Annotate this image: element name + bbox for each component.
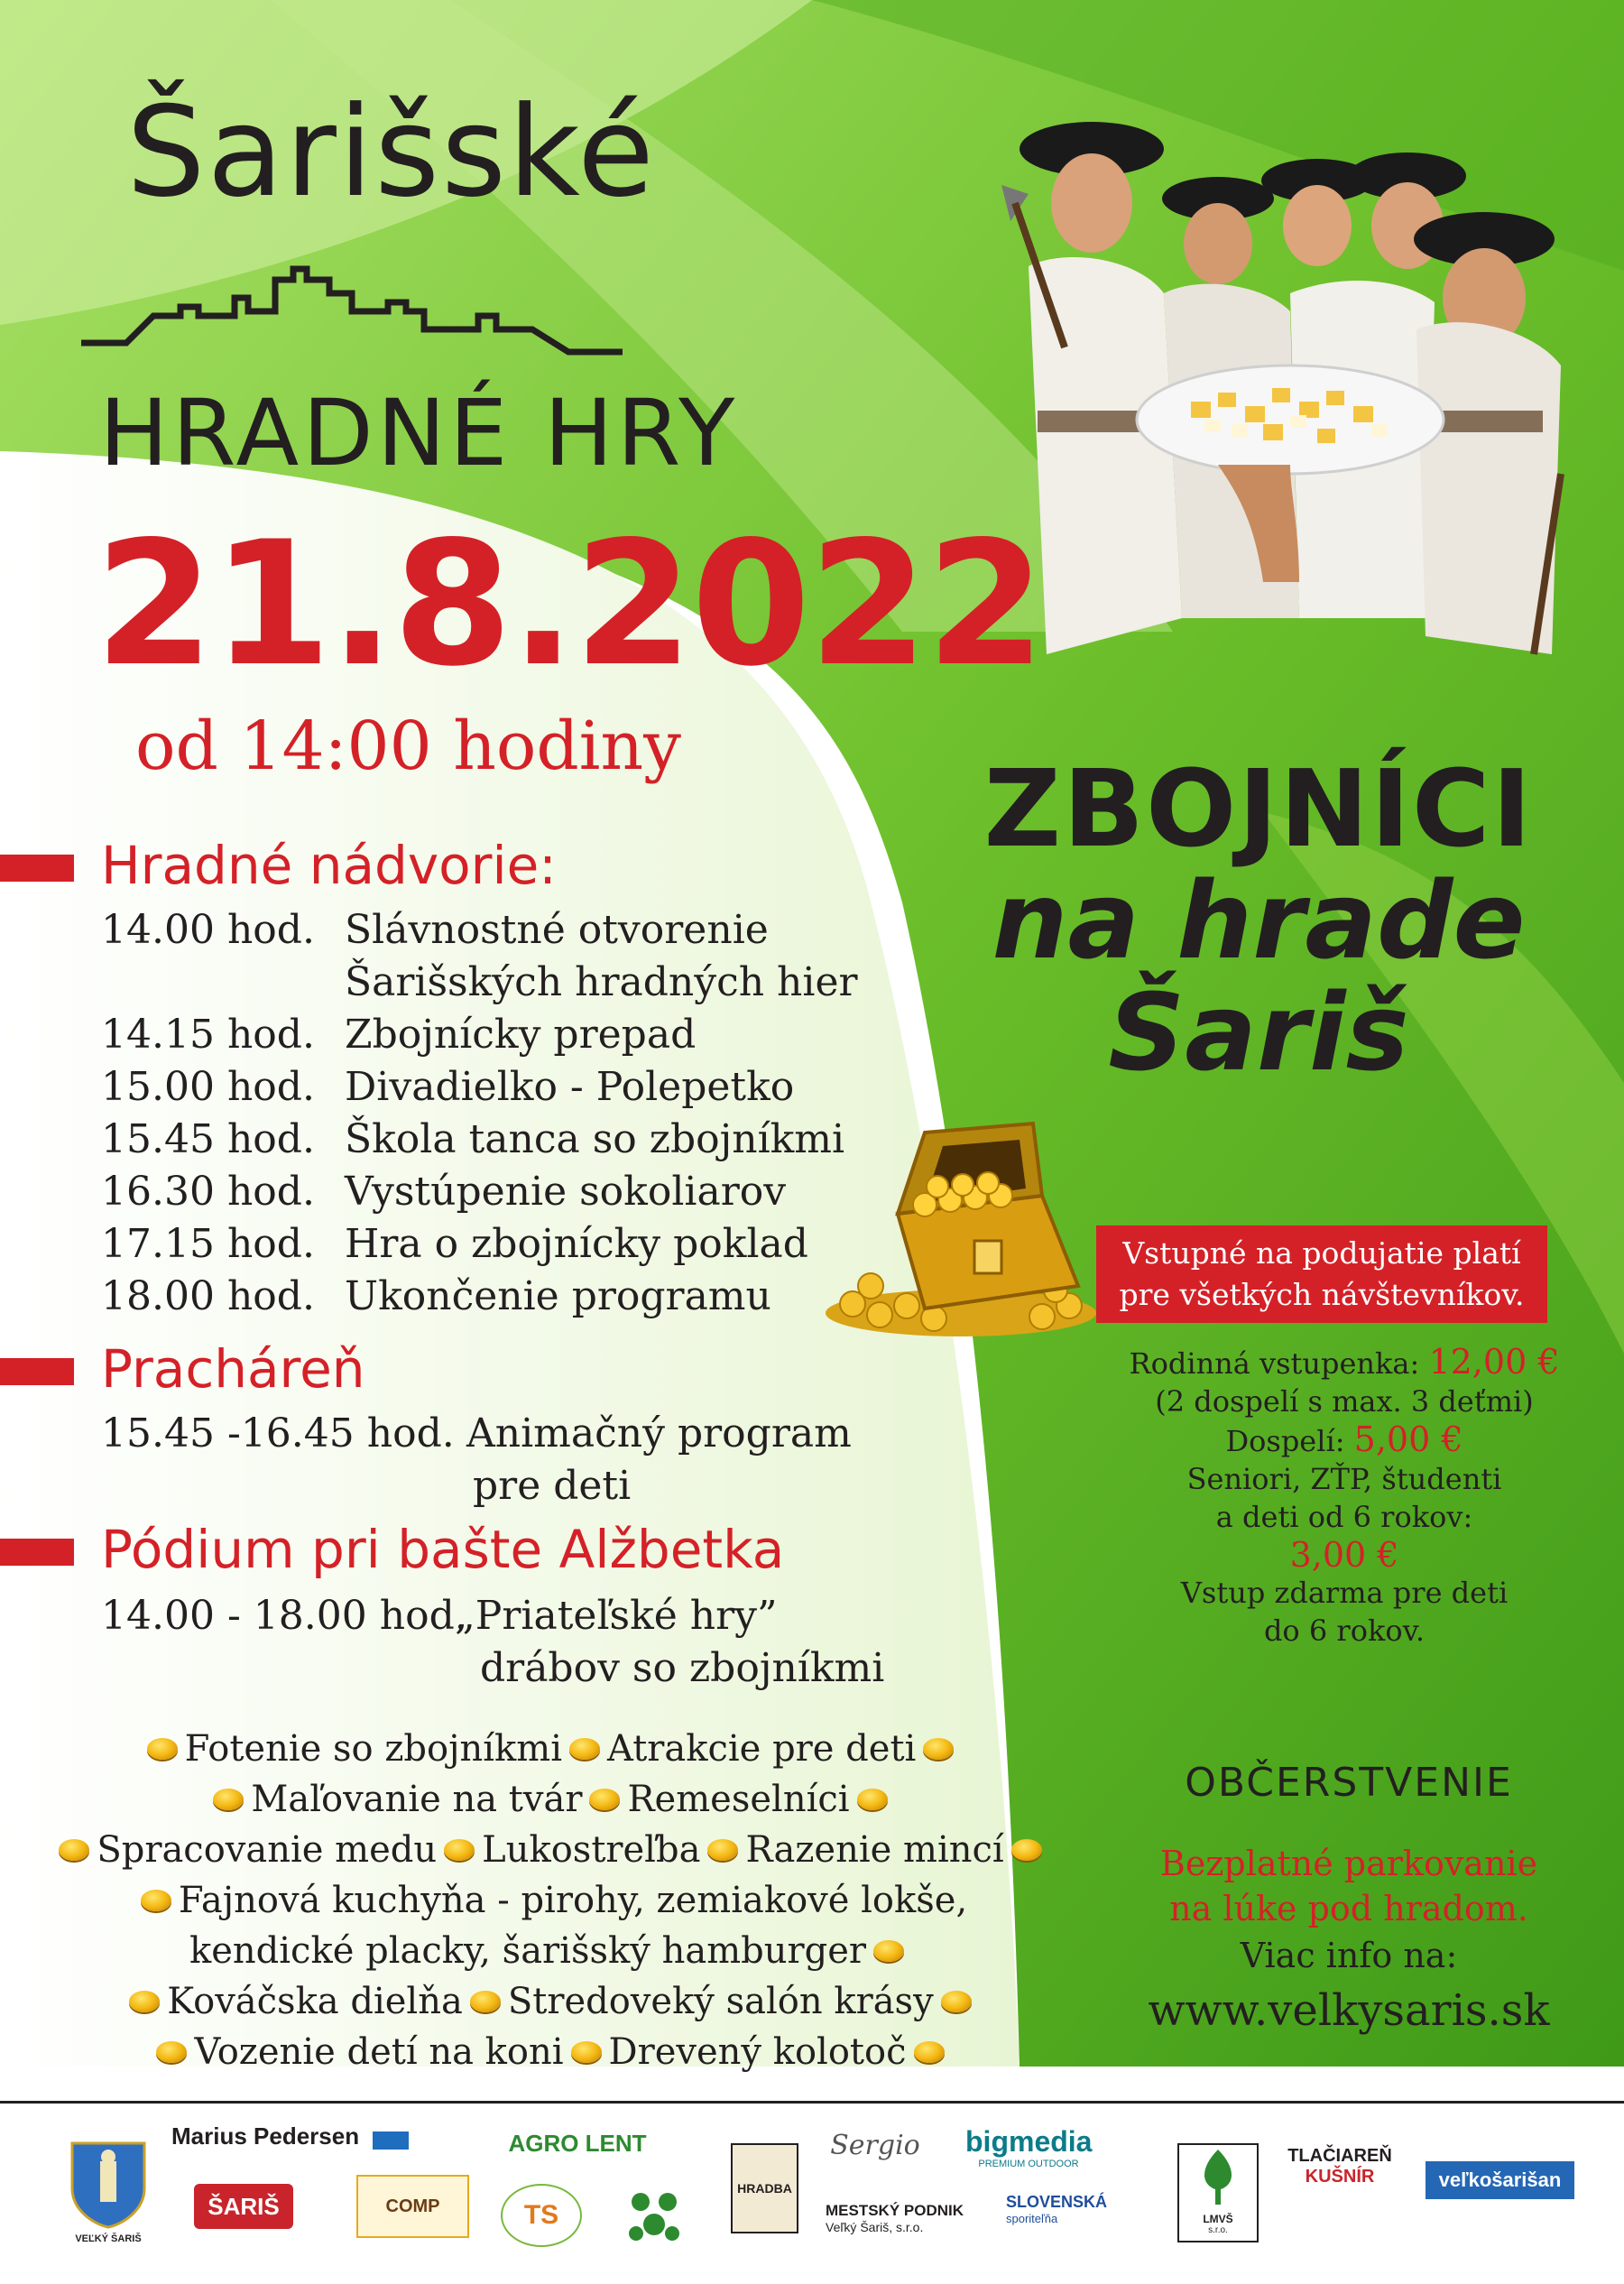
- coin-icon: [129, 1991, 160, 2012]
- activity-item: kendické placky, šarišský hamburger: [189, 1930, 867, 1972]
- coin-icon: [141, 1890, 171, 1911]
- sponsor-kusnir: [1281, 2146, 1398, 2187]
- coin-icon: [923, 1738, 954, 1760]
- coin-icon: [571, 2041, 602, 2063]
- activities-line: [36, 1774, 1065, 1825]
- program-desc: Hra o zbojnícky poklad: [345, 1221, 808, 1267]
- program-desc: Zbojnícky prepad: [345, 1012, 697, 1058]
- sponsor-hradba-text: HRADBA: [737, 2181, 792, 2196]
- adult-price: 5,00 €: [1353, 1419, 1463, 1459]
- coat-of-arms-icon: [68, 2139, 149, 2229]
- sponsor-bigmedia: [965, 2125, 1092, 2169]
- activity-item: Spracovanie medu: [97, 1829, 438, 1871]
- price-list: [1110, 1343, 1579, 1650]
- sponsor-velkosarisan-text: veľkošarišan: [1438, 2168, 1562, 2191]
- activity-item: Lukostreľba: [482, 1829, 701, 1871]
- coin-icon: [857, 1789, 888, 1810]
- sponsor-slovenska-text: SLOVENSKÁ: [1006, 2193, 1108, 2211]
- coin-icon: [156, 2041, 187, 2063]
- sponsor-mestsky-podnik-line1: MESTSKÝ PODNIK: [826, 2202, 964, 2219]
- program-desc: drábov so zbojníkmi: [480, 1645, 885, 1691]
- coin-icon: [147, 1738, 178, 1760]
- coin-icon: [589, 1789, 620, 1810]
- title-line2: HRADNÉ HRY: [99, 380, 739, 487]
- activities-line: [36, 1724, 1065, 1774]
- website-link[interactable]: www.velkysaris.sk: [1148, 1985, 1550, 2036]
- program-time: 15.00 hod.: [101, 1064, 315, 1110]
- sponsor-agrolent: [496, 2130, 659, 2158]
- parking-line1: Bezplatné parkovanie: [1159, 1844, 1538, 1883]
- sponsor-hradba: [731, 2143, 798, 2233]
- program-time: 14.15 hod.: [101, 1012, 315, 1058]
- sponsor-ts-text: TS: [523, 2200, 559, 2230]
- reduced-line2: a deti od 6 rokov:: [1215, 1500, 1473, 1534]
- activity-item: Kováčska dielňa: [167, 1981, 463, 2022]
- activities-line: [36, 1875, 1065, 1926]
- headline: [911, 746, 1606, 1095]
- headline-line2: na hrade: [992, 857, 1526, 983]
- reduced-price: 3,00 €: [1289, 1535, 1399, 1575]
- program-time: 15.45 hod.: [101, 1116, 315, 1162]
- activity-item: Atrakcie pre deti: [607, 1728, 917, 1770]
- sponsor-sergio: [826, 2130, 925, 2161]
- coin-icon: [213, 1789, 244, 1810]
- adult-label: Dospelí:: [1225, 1424, 1345, 1458]
- activity-item: Remeselníci: [627, 1779, 850, 1820]
- family-price: 12,00 €: [1428, 1342, 1560, 1382]
- sponsor-slovenska: [1006, 2193, 1137, 2225]
- activities-line: [36, 1926, 1065, 1976]
- parking-info: [1110, 1841, 1588, 1931]
- activity-item: Stredoveký salón krásy: [507, 1981, 934, 2022]
- coin-icon: [470, 1991, 501, 2012]
- program-desc: Slávnostné otvorenie: [345, 907, 769, 953]
- program-desc: Ukončenie programu: [345, 1273, 771, 1319]
- reduced-line1: Seniori, ZŤP, študenti: [1186, 1462, 1502, 1496]
- sponsor-velky-saris: [63, 2139, 153, 2244]
- activity-item: Fotenie so zbojníkmi: [184, 1728, 563, 1770]
- sponsor-lmvs-sub: s.r.o.: [1208, 2225, 1228, 2235]
- headline-line3: Šariš: [1108, 969, 1409, 1095]
- family-note: (2 dospelí s max. 3 deťmi): [1155, 1384, 1534, 1419]
- coin-icon: [707, 1839, 738, 1861]
- sponsor-kusnir-text: KUŠNÍR: [1305, 2167, 1375, 2187]
- sponsor-saris: [194, 2184, 293, 2229]
- castle-outline-icon: [81, 262, 623, 361]
- marius-flag-icon: [373, 2131, 409, 2150]
- section-title-podium: Pódium pri bašte Alžbetka: [101, 1519, 785, 1580]
- sponsor-comp: [356, 2175, 469, 2238]
- more-info-label: Viac info na:: [1240, 1936, 1458, 1975]
- program-desc: Šarišských hradných hier: [345, 959, 858, 1005]
- section-marker: [0, 1358, 74, 1385]
- sponsor-mestsky-podnik: [826, 2202, 979, 2234]
- section-marker: [0, 1539, 74, 1566]
- activities-line: [36, 1825, 1065, 1875]
- sponsor-bigmedia-text: bigmedia: [965, 2125, 1093, 2158]
- program-time: 15.45 -16.45 hod.: [101, 1410, 455, 1456]
- sponsor-velkosarisan: [1426, 2161, 1574, 2199]
- program-time: 17.15 hod.: [101, 1221, 315, 1267]
- coin-icon: [914, 2041, 945, 2063]
- program-time: 14.00 hod.: [101, 907, 315, 953]
- event-time: od 14:00 hodiny: [135, 707, 681, 785]
- activities-line: [36, 1976, 1065, 2027]
- sponsor-bigmedia-sub: PREMIUM OUTDOOR: [978, 2159, 1079, 2169]
- sponsor-sergio-text: Sergio: [830, 2130, 920, 2161]
- section-title-courtyard: Hradné nádvorie:: [101, 835, 557, 896]
- program-time: 14.00 - 18.00 hod.: [101, 1593, 467, 1639]
- program-desc: pre deti: [473, 1463, 632, 1509]
- sponsor-mestsky-podnik-line2: Veľký Šariš, s.r.o.: [826, 2220, 924, 2234]
- sponsor-lmvs-text: LMVŠ: [1203, 2213, 1233, 2225]
- coin-icon: [873, 1940, 904, 1962]
- coin-icon: [941, 1991, 972, 2012]
- parking-line2: na lúke pod hradom.: [1169, 1889, 1528, 1928]
- free-line1: Vstup zdarma pre deti: [1180, 1576, 1509, 1610]
- treasure-chest-icon: [817, 1114, 1105, 1340]
- sponsor-agrolent-text: AGRO LENT: [508, 2130, 647, 2157]
- green-ornament-icon: [623, 2184, 686, 2247]
- sponsor-lmvs: [1177, 2143, 1259, 2242]
- program-desc: Škola tanca so zbojníkmi: [345, 1116, 845, 1162]
- event-date: 21.8.2022: [95, 504, 1044, 704]
- sponsor-saris-text: ŠARIŠ: [208, 2193, 280, 2220]
- section-title-prachiaren: Pracháreň: [101, 1338, 365, 1400]
- sponsor-marius: [171, 2122, 424, 2150]
- entry-notice-line1: Vstupné na podujatie platí: [1122, 1235, 1521, 1271]
- activity-item: Razenie mincí: [745, 1829, 1004, 1871]
- activity-item: Drevený kolotoč: [608, 2031, 907, 2073]
- sponsor-slovenska-sub: sporiteľňa: [1006, 2212, 1058, 2225]
- activity-item: Vozenie detí na koni: [194, 2031, 564, 2073]
- entry-notice-line2: pre všetkých návštevníkov.: [1119, 1277, 1525, 1312]
- coin-icon: [59, 1839, 89, 1861]
- refreshments-heading: OBČERSTVENIE: [1185, 1760, 1513, 1806]
- section-marker: [0, 855, 74, 882]
- bandits-photo: [992, 113, 1570, 690]
- program-time: 18.00 hod.: [101, 1273, 315, 1319]
- program-desc: Animačný program: [466, 1410, 852, 1456]
- sponsor-ts: [501, 2184, 582, 2247]
- program-time: 16.30 hod.: [101, 1169, 315, 1215]
- coin-icon: [444, 1839, 475, 1861]
- headline-line1: ZBOJNÍCI: [983, 746, 1534, 871]
- family-label: Rodinná vstupenka:: [1129, 1346, 1420, 1381]
- sponsor-comp-text: COMP: [385, 2196, 440, 2216]
- activity-item: Maľovanie na tvár: [251, 1779, 583, 1820]
- free-line2: do 6 rokov.: [1263, 1614, 1426, 1648]
- footer-divider: [0, 2101, 1624, 2104]
- program-desc: „Priateľské hry”: [455, 1593, 778, 1639]
- coin-icon: [1011, 1839, 1042, 1861]
- program-desc: Divadielko - Polepetko: [345, 1064, 795, 1110]
- title-line1: Šarišské: [126, 79, 656, 225]
- entry-notice: [1096, 1225, 1547, 1323]
- program-desc: Vystúpenie sokoliarov: [345, 1169, 787, 1215]
- activities-line: [36, 2027, 1065, 2077]
- activities-list: [36, 1724, 1065, 2077]
- tree-icon: [1195, 2145, 1241, 2208]
- sponsor-marius-text: Marius Pedersen: [171, 2122, 360, 2150]
- coin-icon: [569, 1738, 600, 1760]
- sponsor-tlaciaren-text: TLAČIAREŇ: [1287, 2146, 1392, 2166]
- sponsor-velky-saris-text: VEĽKÝ ŠARIŠ: [75, 2233, 142, 2244]
- activity-item: Fajnová kuchyňa - pirohy, zemiakové lokše,: [178, 1880, 968, 1921]
